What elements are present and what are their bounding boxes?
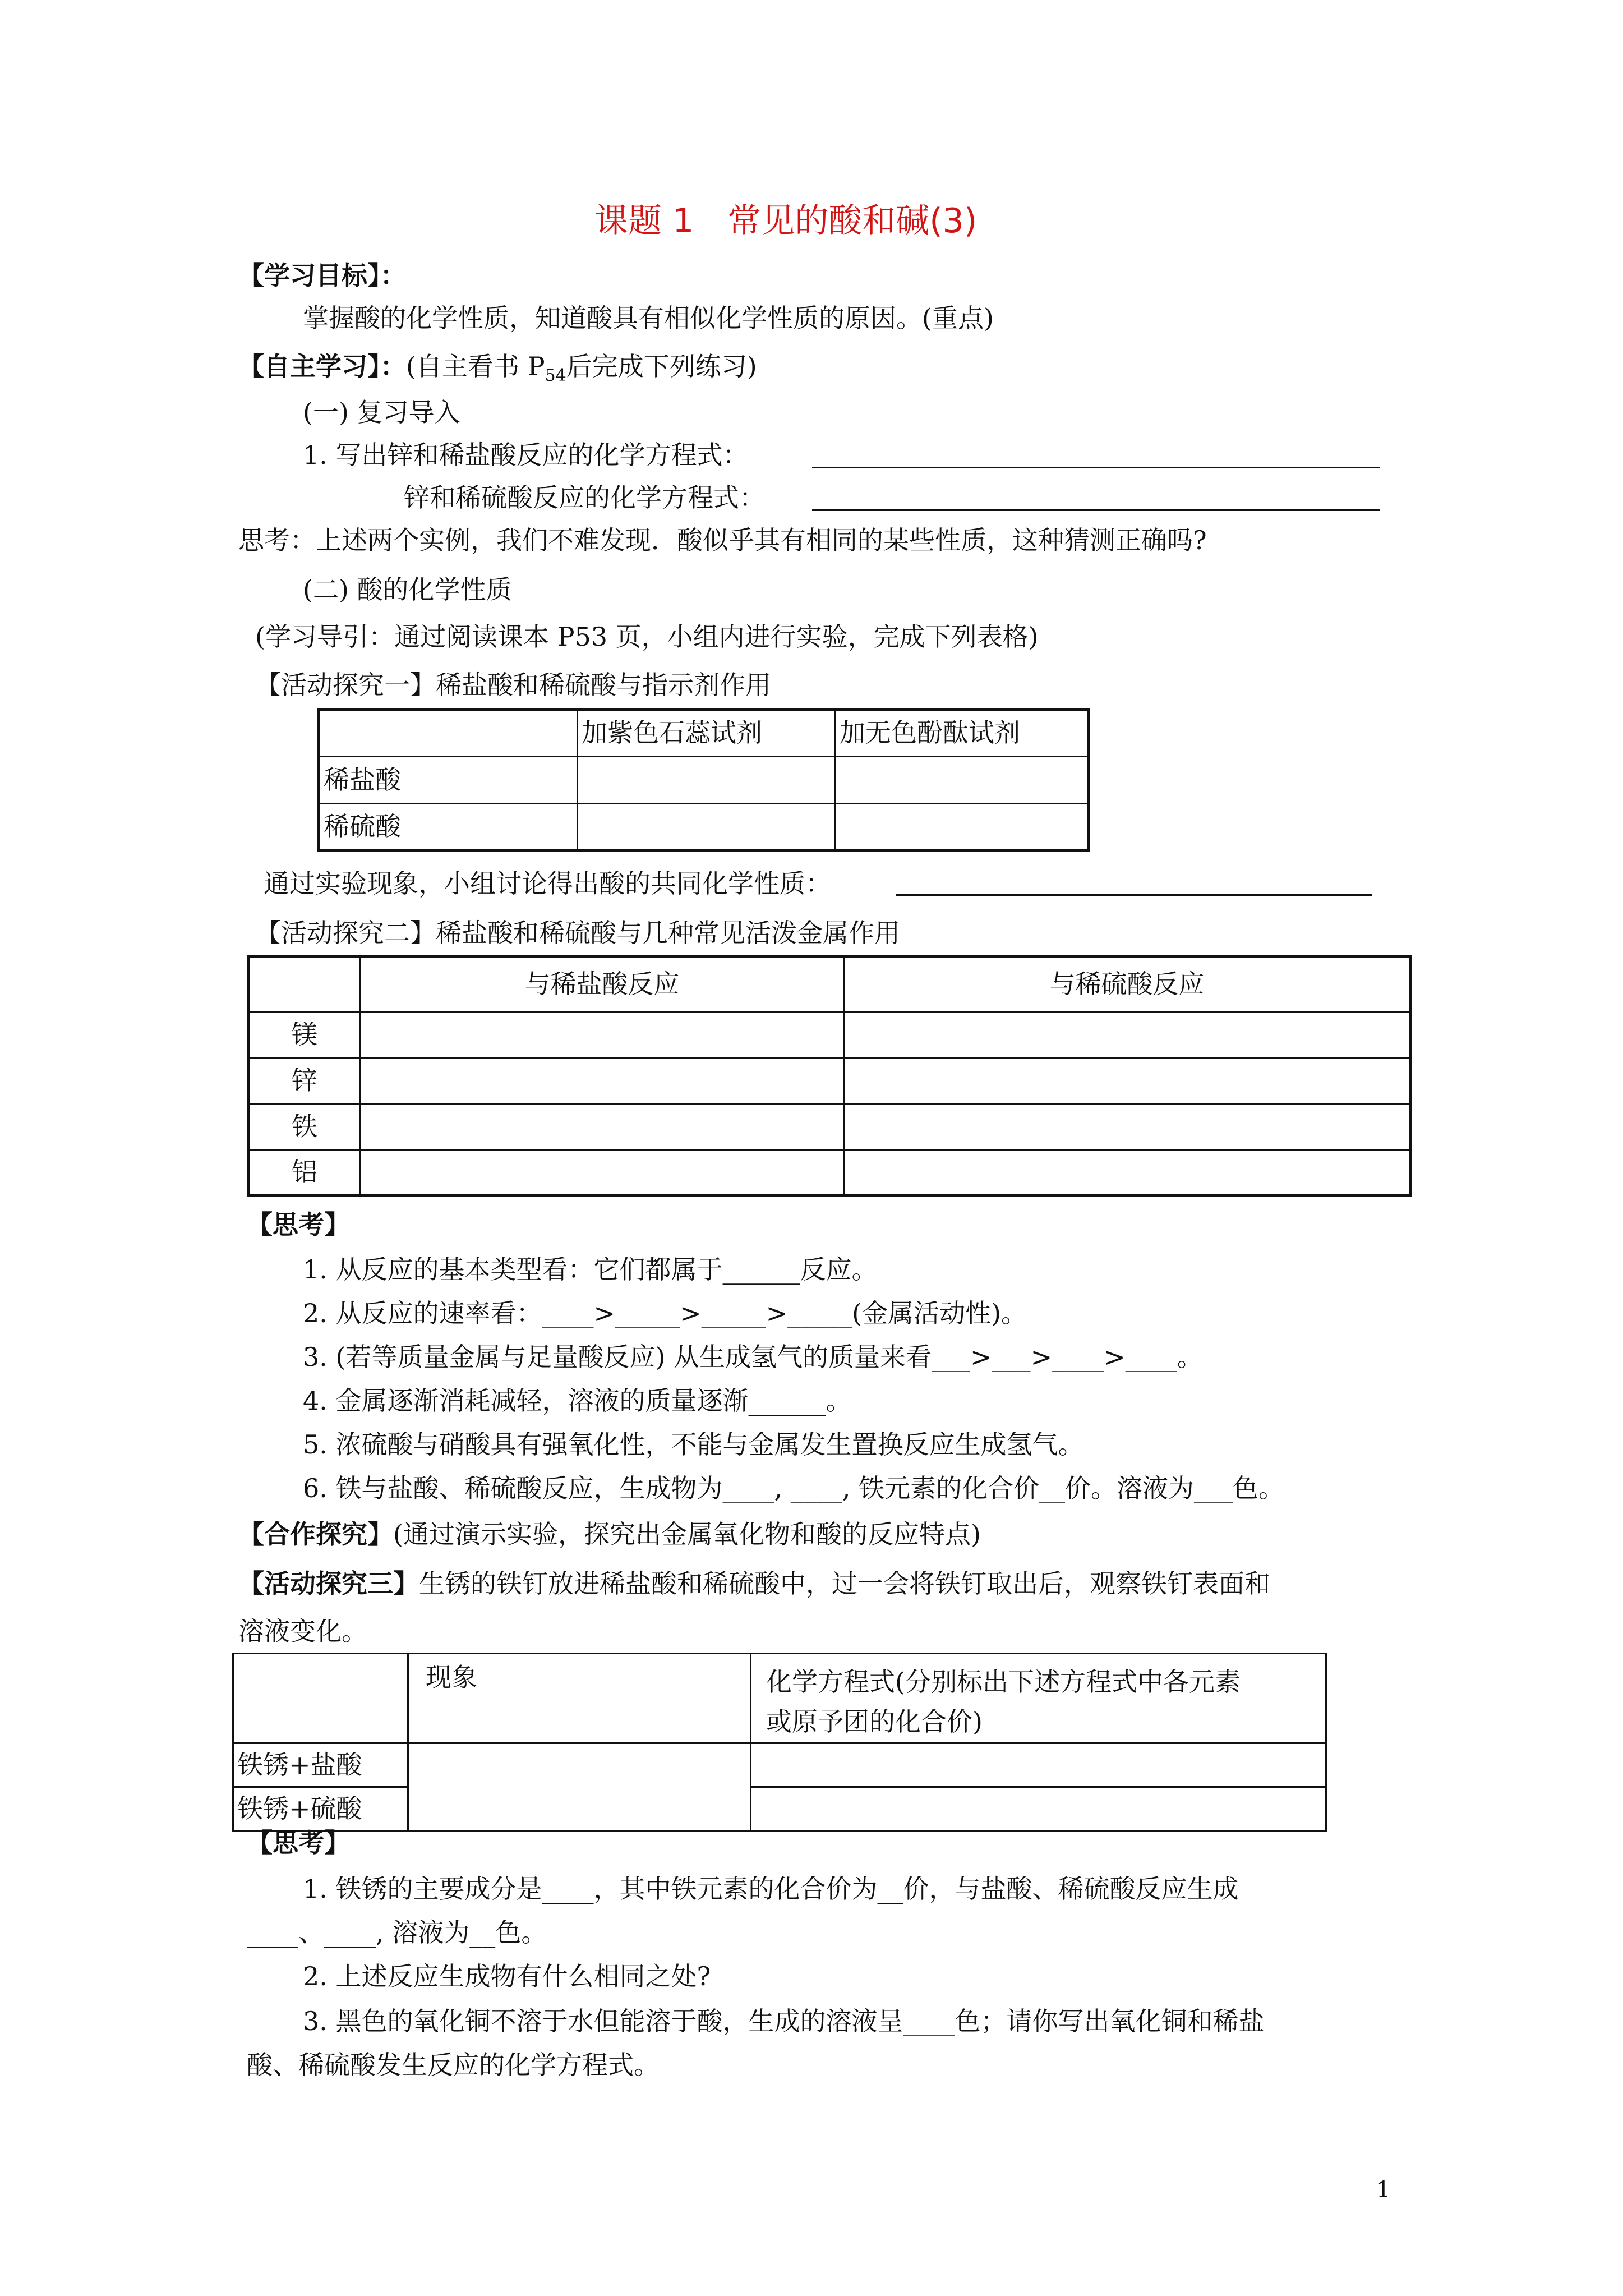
table-cell [248, 957, 361, 1012]
answer-cell[interactable] [844, 1150, 1411, 1196]
table-row [248, 1104, 1411, 1150]
table-header [751, 1654, 1326, 1743]
activity3-text-cont: 溶液变化。 [238, 1616, 367, 1646]
table-header: 加无色酚酞试剂 [836, 710, 1089, 757]
think1-item: 6. 铁与盐酸、稀硫酸反应，生成物为____, ____, 铁元素的化合价__价。溶液为___色。 [303, 1473, 1284, 1503]
table-row [319, 757, 1089, 804]
activity3-heading: 【活动探究三】 [238, 1568, 419, 1599]
row-label: 铁 [248, 1104, 361, 1150]
table-row [248, 1150, 1411, 1196]
answer-blank [812, 509, 1380, 511]
goals-heading: 【学习目标】： [238, 260, 406, 291]
row-label: 铝 [248, 1150, 361, 1196]
answer-cell[interactable] [578, 757, 836, 804]
think1-item: 3. (若等质量金属与足量酸反应) 从生成氢气的质量来看___>___>____>____。 [303, 1342, 1203, 1372]
answer-cell[interactable] [578, 804, 836, 851]
table-row [248, 1012, 1411, 1058]
table-header: 现象 [408, 1654, 751, 1743]
self-study-line [238, 353, 757, 384]
think1-heading: 【思考】 [247, 1209, 350, 1240]
answer-cell[interactable] [836, 804, 1089, 851]
row-label: 镁 [248, 1012, 361, 1058]
answer-cell[interactable] [408, 1743, 751, 1830]
answer-cell[interactable] [361, 1150, 844, 1196]
page-number: 1 [1376, 2177, 1391, 2203]
table-cell [233, 1654, 408, 1743]
table-header-row [319, 710, 1089, 757]
equation-header-line2: 或原予团的化合价) [766, 1706, 983, 1737]
question-zinc-hcl: 1. 写出锌和稀盐酸反应的化学方程式： [303, 440, 749, 470]
table-header: 加紫色石蕊试剂 [578, 710, 836, 757]
think2-q3-cont: 酸、稀硫酸发生反应的化学方程式。 [247, 2050, 660, 2080]
activity3-line [238, 1568, 1270, 1599]
answer-cell[interactable] [361, 1104, 844, 1150]
row-label: 稀盐酸 [319, 757, 578, 804]
table-header-row [248, 957, 1411, 1012]
think2-q3: 3. 黑色的氧化铜不溶于水但能溶于酸，生成的溶液呈____色；请你写出氧化铜和稀盐 [303, 2006, 1265, 2036]
row-label: 锌 [248, 1058, 361, 1104]
think1-item: 1. 从反应的基本类型看：它们都属于______反应。 [303, 1254, 878, 1285]
answer-cell[interactable] [361, 1012, 844, 1058]
table-row [248, 1058, 1411, 1104]
self-study-heading: 【自主学习】： [238, 351, 406, 381]
rust-table [232, 1653, 1327, 1832]
think1-item: 5. 浓硫酸与硝酸具有强氧化性，不能与金属发生置换反应生成氢气。 [303, 1429, 1084, 1460]
activity2-heading: 【活动探究二】稀盐酸和稀硫酸与几种常见活泼金属作用 [255, 918, 900, 948]
think2-q2: 2. 上述反应生成物有什么相同之处? [303, 1961, 711, 1991]
section-review: (一) 复习导入 [303, 397, 460, 427]
section-acid-properties: (二) 酸的化学性质 [303, 574, 512, 605]
think1-item: 4. 金属逐渐消耗减轻，溶液的质量逐渐______。 [303, 1386, 852, 1416]
row-label: 稀硫酸 [319, 804, 578, 851]
answer-cell[interactable] [751, 1787, 1326, 1830]
equation-header-line1: 化学方程式(分别标出下述方程式中各元素 [766, 1667, 1241, 1697]
table-row [233, 1787, 1326, 1830]
answer-cell[interactable] [751, 1743, 1326, 1787]
table-cell [319, 710, 578, 757]
answer-cell[interactable] [844, 1104, 1411, 1150]
study-guide: (学习导引：通过阅读课本 P53 页，小组内进行实验，完成下列表格) [255, 622, 1039, 652]
question-zinc-h2so4: 锌和稀硫酸反应的化学方程式： [404, 482, 765, 513]
activity3-text: 生锈的铁钉放进稀盐酸和稀硫酸中，过一会将铁钉取出后，观察铁钉表面和 [419, 1568, 1270, 1599]
table-header: 与稀硫酸反应 [844, 957, 1411, 1012]
metal-table [247, 955, 1412, 1197]
think2-q1-cont: ____、____, 溶液为__色。 [247, 1917, 547, 1948]
answer-blank [896, 894, 1372, 896]
coop-line [238, 1521, 981, 1547]
think2-q1: 1. 铁锈的主要成分是____，其中铁元素的化合价为__价，与盐酸、稀硫酸反应生成 [303, 1874, 1239, 1904]
goals-text: 掌握酸的化学性质，知道酸具有相似化学性质的原因。(重点) [303, 303, 994, 333]
activity1-heading: 【活动探究一】稀盐酸和稀硫酸与指示剂作用 [255, 670, 771, 700]
think-text: 思考：上述两个实例，我们不难发现．酸似乎其有相同的某些性质，这种猜测正确吗? [238, 525, 1207, 555]
think2-heading: 【思考】 [247, 1828, 350, 1858]
answer-cell[interactable] [836, 757, 1089, 804]
coop-text: (通过演示实验，探究出金属氧化物和酸的反应特点) [393, 1519, 981, 1549]
think1-item: 2. 从反应的速率看：____>_____>_____>_____(金属活动性)。 [303, 1298, 1027, 1328]
activity1-conclusion: 通过实验现象，小组讨论得出酸的共同化学性质： [264, 868, 831, 899]
answer-cell[interactable] [844, 1058, 1411, 1104]
indicator-table [317, 708, 1090, 852]
self-study-note: (自主看书 $P_{54}$后完成下列练习) [406, 351, 757, 386]
table-header-row [233, 1654, 1326, 1743]
answer-cell[interactable] [844, 1012, 1411, 1058]
answer-cell[interactable] [361, 1058, 844, 1104]
table-header: 与稀盐酸反应 [361, 957, 844, 1012]
row-label: 铁锈+盐酸 [233, 1743, 408, 1787]
coop-heading: 【合作探究】 [238, 1519, 393, 1549]
table-row [319, 804, 1089, 851]
row-label: 铁锈+硫酸 [233, 1787, 408, 1830]
table-row [233, 1743, 1326, 1787]
page-title: 课题 1 常见的酸和碱(3) [594, 201, 978, 241]
answer-blank [812, 467, 1380, 468]
